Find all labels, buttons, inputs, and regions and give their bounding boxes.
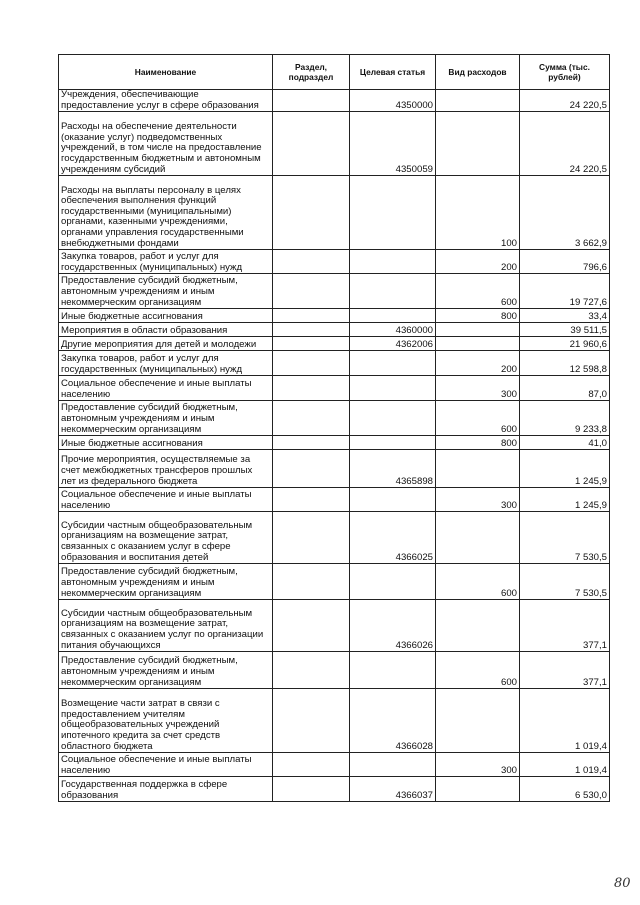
cell-kind: 200 xyxy=(436,351,520,376)
cell-section xyxy=(273,753,350,777)
cell-name: Расходы на обеспечение деятельности (оказание услуг) подведомственных учреждений, в том числе на предоставление государственным бюджетным и автономным учреждениям субсидий xyxy=(59,112,273,176)
table-body xyxy=(59,90,610,802)
cell-target: 4366026 xyxy=(350,600,436,652)
cell-section xyxy=(273,450,350,488)
cell-target xyxy=(350,274,436,309)
header-row xyxy=(59,55,610,90)
cell-name: Предоставление субсидий бюджетным, автономным учреждениям и иным некоммерческим организациям xyxy=(59,274,273,309)
cell-sum: 6 530,0 xyxy=(520,777,610,802)
cell-name: Прочие мероприятия, осуществляемые за счет межбюджетных трансферов прошлых лет из федерального бюджета xyxy=(59,450,273,488)
cell-name: Мероприятия в области образования xyxy=(59,323,273,337)
cell-kind: 600 xyxy=(436,652,520,689)
cell-kind xyxy=(436,112,520,176)
cell-section xyxy=(273,488,350,512)
cell-sum: 377,1 xyxy=(520,652,610,689)
cell-kind: 600 xyxy=(436,274,520,309)
cell-sum: 24 220,5 xyxy=(520,112,610,176)
table-row xyxy=(59,512,610,564)
cell-name: Субсидии частным общеобразовательным организациям на возмещение затрат, связанных с оказанием услуг в сфере образования и воспитания детей xyxy=(59,512,273,564)
cell-name: Учреждения, обеспечивающие предоставление услуг в сфере образования xyxy=(59,90,273,112)
cell-sum: 7 530,5 xyxy=(520,512,610,564)
table-row xyxy=(59,753,610,777)
header-name: Наименование xyxy=(59,55,273,90)
cell-sum: 33,4 xyxy=(520,309,610,323)
cell-name: Иные бюджетные ассигнования xyxy=(59,436,273,450)
cell-target: 4350059 xyxy=(350,112,436,176)
table-row xyxy=(59,436,610,450)
cell-section xyxy=(273,90,350,112)
cell-section xyxy=(273,600,350,652)
cell-name: Предоставление субсидий бюджетным, автономным учреждениям и иным некоммерческим организациям xyxy=(59,652,273,689)
table-row xyxy=(59,274,610,309)
cell-kind xyxy=(436,600,520,652)
table-row xyxy=(59,309,610,323)
cell-section xyxy=(273,401,350,436)
cell-section xyxy=(273,689,350,753)
cell-sum: 1 019,4 xyxy=(520,753,610,777)
table-row xyxy=(59,90,610,112)
table-row xyxy=(59,777,610,802)
cell-target xyxy=(350,250,436,274)
cell-kind xyxy=(436,689,520,753)
cell-target xyxy=(350,488,436,512)
cell-section xyxy=(273,176,350,250)
cell-target xyxy=(350,309,436,323)
cell-kind: 100 xyxy=(436,176,520,250)
table-header xyxy=(59,55,610,90)
cell-target: 4360000 xyxy=(350,323,436,337)
cell-sum: 9 233,8 xyxy=(520,401,610,436)
cell-sum: 21 960,6 xyxy=(520,337,610,351)
cell-name: Социальное обеспечение и иные выплаты населению xyxy=(59,753,273,777)
cell-target: 4350000 xyxy=(350,90,436,112)
cell-section xyxy=(273,112,350,176)
cell-sum: 796,6 xyxy=(520,250,610,274)
cell-target: 4365898 xyxy=(350,450,436,488)
cell-target: 4366025 xyxy=(350,512,436,564)
cell-section xyxy=(273,309,350,323)
header-target: Целевая статья xyxy=(350,55,436,90)
cell-section xyxy=(273,436,350,450)
cell-sum: 1 245,9 xyxy=(520,488,610,512)
header-kind: Вид расходов xyxy=(436,55,520,90)
cell-sum: 1 019,4 xyxy=(520,689,610,753)
cell-kind xyxy=(436,323,520,337)
table-row xyxy=(59,564,610,600)
cell-kind xyxy=(436,337,520,351)
cell-name: Другие мероприятия для детей и молодежи xyxy=(59,337,273,351)
cell-sum: 377,1 xyxy=(520,600,610,652)
cell-section xyxy=(273,250,350,274)
cell-target: 4362006 xyxy=(350,337,436,351)
table-row xyxy=(59,112,610,176)
table-row xyxy=(59,401,610,436)
cell-kind xyxy=(436,512,520,564)
cell-name: Социальное обеспечение и иные выплаты населению xyxy=(59,488,273,512)
table-row xyxy=(59,450,610,488)
cell-section xyxy=(273,376,350,401)
cell-target xyxy=(350,436,436,450)
cell-name: Предоставление субсидий бюджетным, автономным учреждениям и иным некоммерческим организациям xyxy=(59,564,273,600)
cell-kind: 800 xyxy=(436,436,520,450)
cell-target: 4366037 xyxy=(350,777,436,802)
cell-sum: 41,0 xyxy=(520,436,610,450)
cell-name: Иные бюджетные ассигнования xyxy=(59,309,273,323)
cell-sum: 1 245,9 xyxy=(520,450,610,488)
cell-section xyxy=(273,652,350,689)
header-sum: Сумма (тыс. рублей) xyxy=(520,55,610,90)
cell-kind: 200 xyxy=(436,250,520,274)
table-row xyxy=(59,376,610,401)
cell-kind: 600 xyxy=(436,401,520,436)
table-row xyxy=(59,652,610,689)
budget-table xyxy=(58,54,610,802)
cell-name: Возмещение части затрат в связи с предоставлением учителям общеобразовательных учреждений ипотечного кредита за счет средств областного бюджета xyxy=(59,689,273,753)
header-section: Раздел, подраздел xyxy=(273,55,350,90)
cell-section xyxy=(273,512,350,564)
cell-kind xyxy=(436,450,520,488)
cell-target xyxy=(350,753,436,777)
cell-section xyxy=(273,337,350,351)
cell-kind xyxy=(436,90,520,112)
page-number: 80 xyxy=(614,876,631,891)
cell-target xyxy=(350,351,436,376)
cell-name: Расходы на выплаты персоналу в целях обеспечения выполнения функций государственными (муниципальными) органами, казенными учреждениями, органами управления государственными внебюджетными фондами xyxy=(59,176,273,250)
cell-kind: 300 xyxy=(436,488,520,512)
cell-name: Субсидии частным общеобразовательным организациям на возмещение затрат, связанных с оказанием услуг по организации питания обучающихся xyxy=(59,600,273,652)
cell-kind: 800 xyxy=(436,309,520,323)
cell-section xyxy=(273,323,350,337)
cell-sum: 7 530,5 xyxy=(520,564,610,600)
cell-sum: 87,0 xyxy=(520,376,610,401)
cell-target: 4366028 xyxy=(350,689,436,753)
cell-sum: 12 598,8 xyxy=(520,351,610,376)
cell-target xyxy=(350,652,436,689)
cell-kind xyxy=(436,777,520,802)
cell-sum: 19 727,6 xyxy=(520,274,610,309)
table-row xyxy=(59,600,610,652)
table-row xyxy=(59,337,610,351)
table-row xyxy=(59,323,610,337)
cell-name: Закупка товаров, работ и услуг для государственных (муниципальных) нужд xyxy=(59,351,273,376)
table-row xyxy=(59,488,610,512)
cell-kind: 300 xyxy=(436,753,520,777)
table-row xyxy=(59,176,610,250)
cell-sum: 39 511,5 xyxy=(520,323,610,337)
table-row xyxy=(59,351,610,376)
cell-section xyxy=(273,274,350,309)
cell-section xyxy=(273,351,350,376)
table-row xyxy=(59,250,610,274)
cell-name: Социальное обеспечение и иные выплаты населению xyxy=(59,376,273,401)
cell-target xyxy=(350,564,436,600)
cell-kind: 300 xyxy=(436,376,520,401)
cell-section xyxy=(273,777,350,802)
cell-name: Государственная поддержка в сфере образования xyxy=(59,777,273,802)
cell-target xyxy=(350,176,436,250)
table-row xyxy=(59,689,610,753)
cell-sum: 3 662,9 xyxy=(520,176,610,250)
cell-name: Предоставление субсидий бюджетным, автономным учреждениям и иным некоммерческим организациям xyxy=(59,401,273,436)
cell-section xyxy=(273,564,350,600)
cell-name: Закупка товаров, работ и услуг для государственных (муниципальных) нужд xyxy=(59,250,273,274)
cell-kind: 600 xyxy=(436,564,520,600)
cell-target xyxy=(350,401,436,436)
cell-sum: 24 220,5 xyxy=(520,90,610,112)
cell-target xyxy=(350,376,436,401)
